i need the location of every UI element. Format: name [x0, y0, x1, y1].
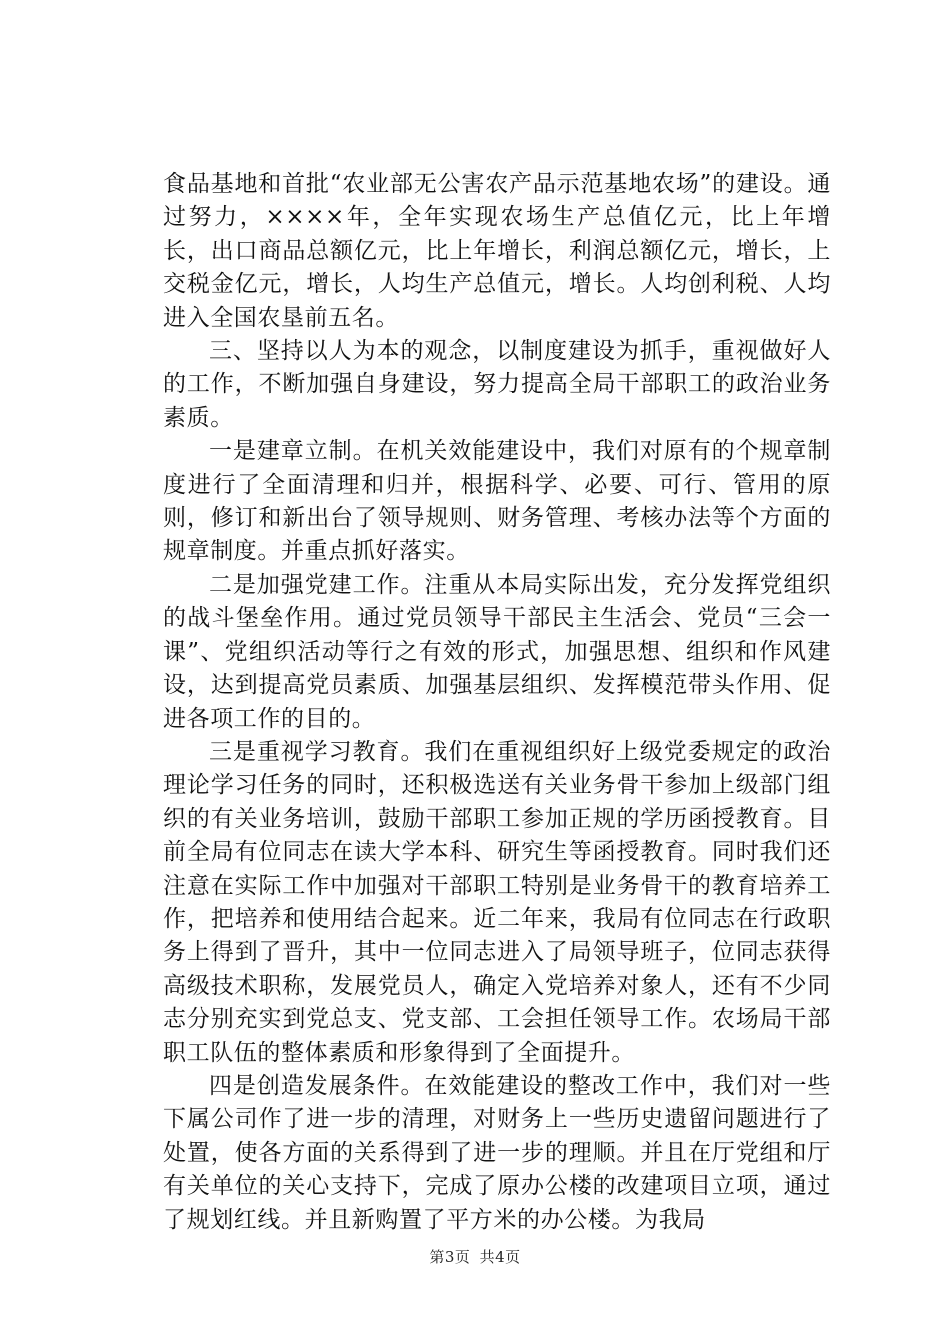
- paragraph-3: 二是加强党建工作。注重从本局实际出发，充分发挥党组织的战斗堡垒作用。通过党员领导干部民主生活会、党员“三会一课”、党组织活动等行之有效的形式，加强思想、组织和作风建设，达到提高党员素质、加强基层组织、发挥模范带头作用、促进各项工作的目的。: [163, 571, 831, 732]
- paragraph-0: 食品基地和首批“农业部无公害农产品示范基地农场”的建设。通过努力，××××年，全年实现农场生产总值亿元，比上年增长，出口商品总额亿元，比上年增长，利润总额亿元，增长，上交税金亿元，增长，人均生产总值元，增长。人均创利税、人均进入全国农垦前五名。: [163, 171, 831, 331]
- document-body: [163, 168, 831, 1237]
- paragraph-4: 三是重视学习教育。我们在重视组织好上级党委规定的政治理论学习任务的同时，还积极选送有关业务骨干参加上级部门组织的有关业务培训，鼓励干部职工参加正规的学历函授教育。目前全局有位同志在读大学本科、研究生等函授教育。同时我们还注意在实际工作中加强对干部职工特别是业务骨干的教育培养工作，把培养和使用结合起来。近二年来，我局有位同志在行政职务上得到了晋升，其中一位同志进入了局领导班子，位同志获得高级技术职称，发展党员人，确定入党培养对象人，还有不少同志分别充实到党总支、党支部、工会担任领导工作。农场局干部职工队伍的整体素质和形象得到了全面提升。: [163, 738, 831, 1066]
- page-number: 第3页: [429, 1248, 471, 1266]
- paragraph-5: 四是创造发展条件。在效能建设的整改工作中，我们对一些下属公司作了进一步的清理，对财务上一些历史遗留问题进行了处置，使各方面的关系得到了进一步的理顺。并且在厅党组和厅有关单位的关心支持下，完成了原办公楼的改建项目立项，通过了规划红线。并且新购置了平方米的办公楼。为我局: [163, 1072, 831, 1233]
- page-total: 共4页: [479, 1248, 521, 1266]
- paragraph-1: 三、坚持以人为本的观念，以制度建设为抓手，重视做好人的工作，不断加强自身建设，努力提高全局干部职工的政治业务素质。: [163, 338, 831, 431]
- paragraph-2: 一是建章立制。在机关效能建设中，我们对原有的个规章制度进行了全面清理和归并，根据科学、必要、可行、管用的原则，修订和新出台了领导规则、财务管理、考核办法等个方面的规章制度。并重点抓好落实。: [163, 438, 831, 565]
- page-footer: [0, 1246, 950, 1267]
